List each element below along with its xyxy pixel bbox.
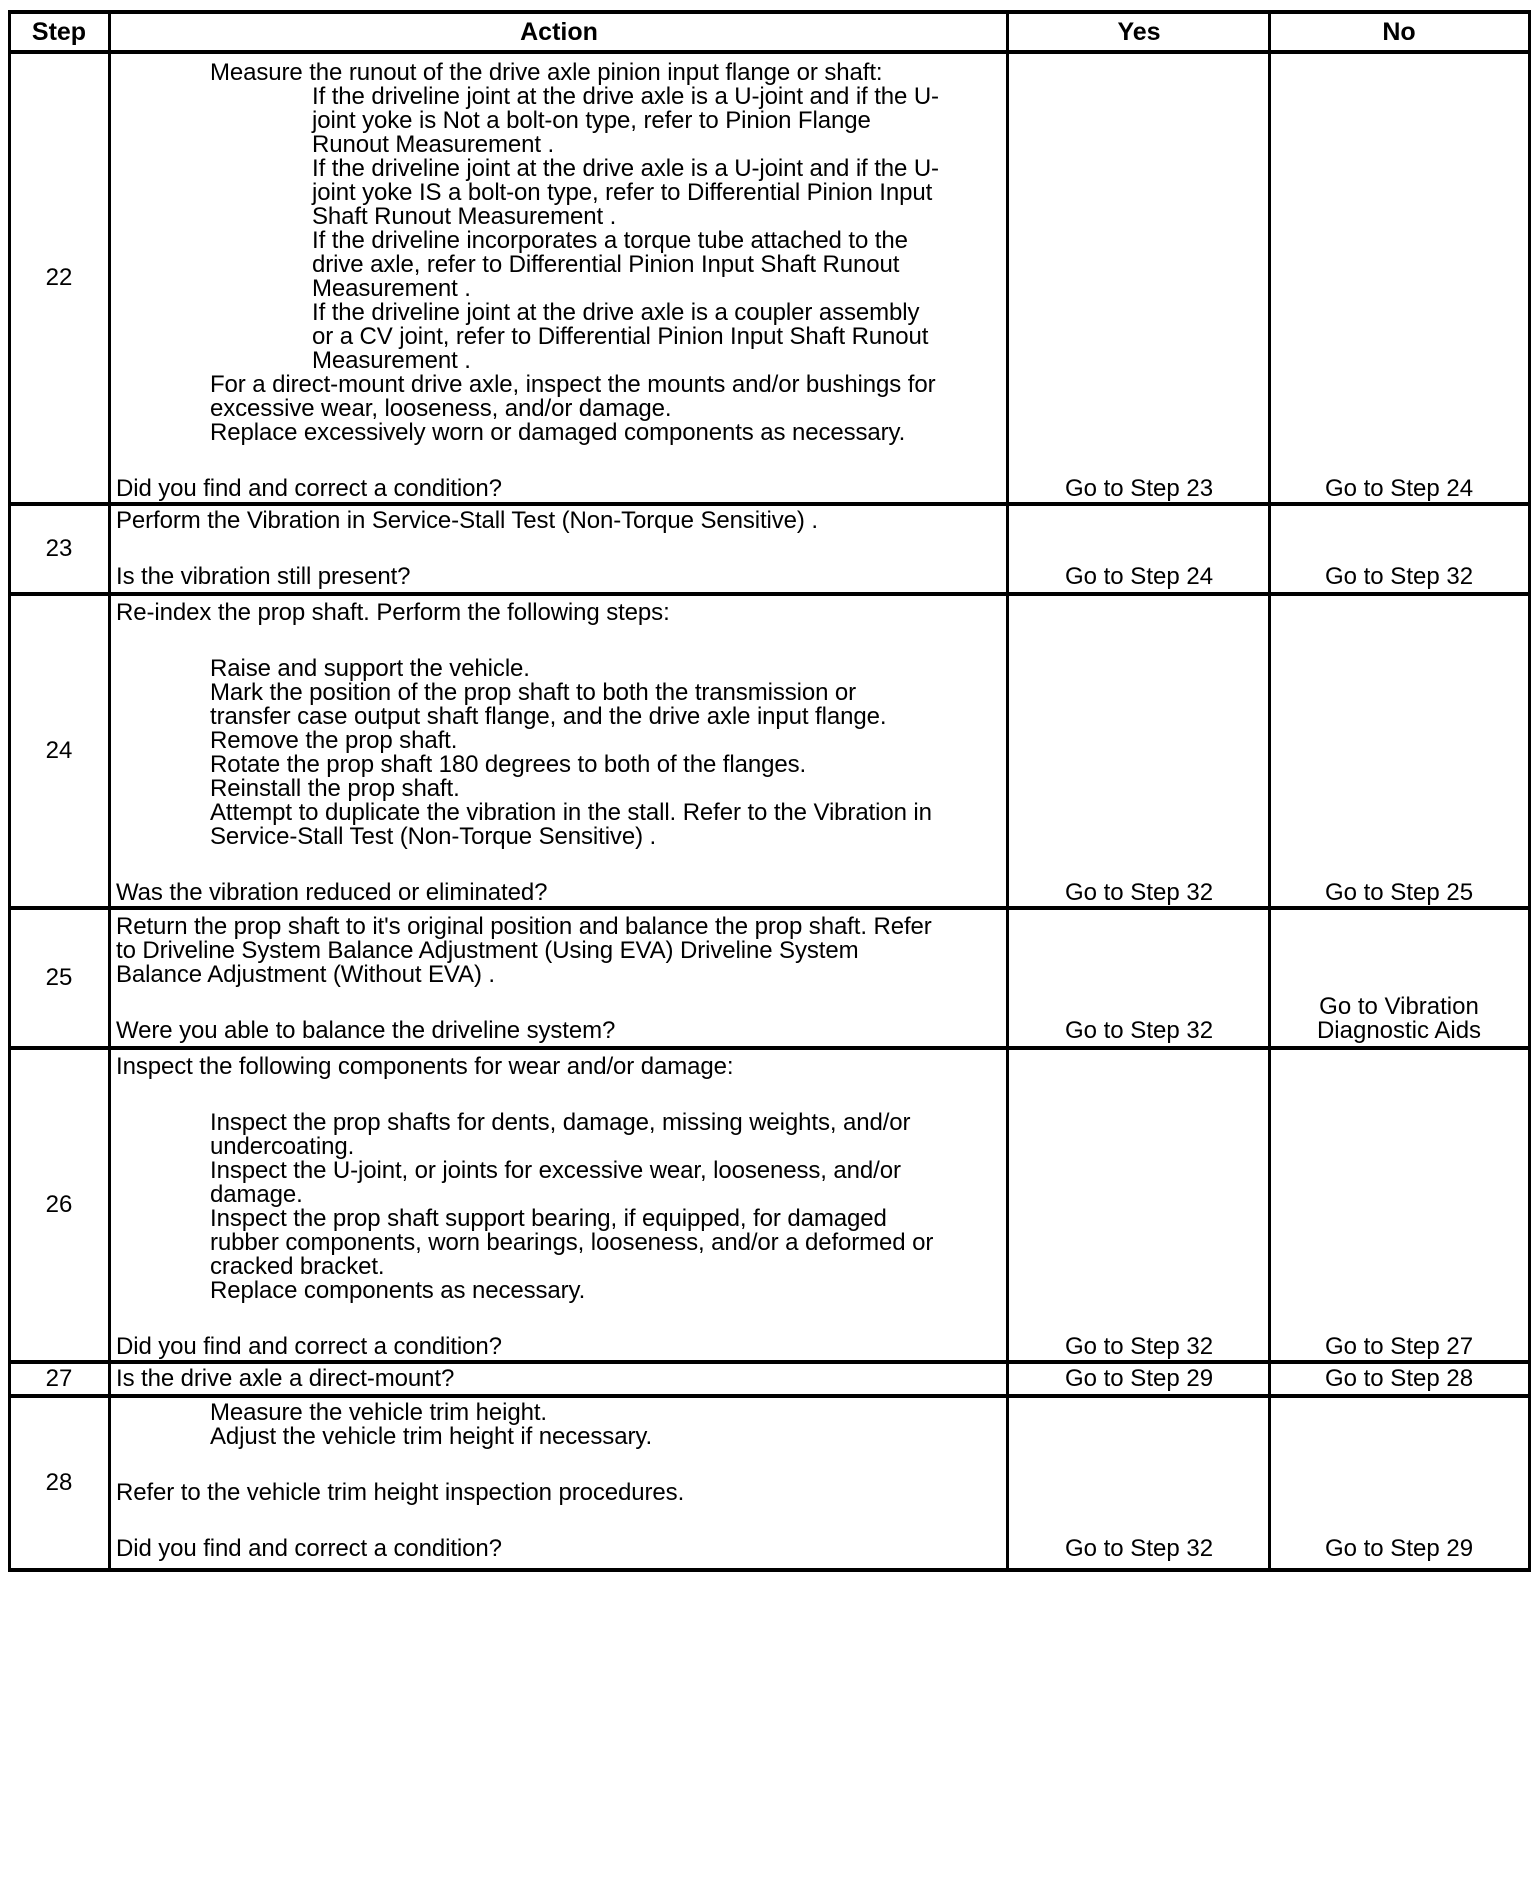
action-line: For a direct-mount drive axle, inspect the mounts and/or bushings for: [210, 371, 936, 398]
action-line: undercoating.: [210, 1133, 355, 1160]
yes-cell: [1008, 910, 1270, 1046]
header-yes: Yes: [1117, 17, 1161, 46]
no-answer: Go to Step 27: [1324, 1333, 1474, 1360]
action-line: If the driveline joint at the drive axle is a U-joint and if the U-: [312, 83, 939, 110]
action-line: Balance Adjustment (Without EVA) .: [116, 961, 495, 988]
action-line: Inspect the U-joint, or joints for excessive wear, looseness, and/or: [210, 1157, 901, 1184]
yes-answer: Go to Step 23: [1064, 475, 1214, 502]
action-line: Mark the position of the prop shaft to both the transmission or: [210, 679, 857, 706]
no-answer: Go to Vibration: [1319, 993, 1479, 1020]
action-cell: [110, 910, 1008, 1046]
yes-answer: Go to Step 29: [1064, 1365, 1214, 1392]
grid-line: [8, 1360, 1531, 1364]
no-cell: [1270, 910, 1528, 1046]
action-line: damage.: [210, 1181, 303, 1208]
grid-line: [8, 1046, 1531, 1050]
action-line: rubber components, worn bearings, looseness, and/or a deformed or: [210, 1229, 934, 1256]
no-cell: [1270, 54, 1528, 502]
action-question: Were you able to balance the driveline system?: [116, 1017, 616, 1044]
step-number: 25: [45, 964, 73, 991]
grid-line: [8, 502, 1531, 506]
action-cell: [110, 1364, 1008, 1394]
grid-line: [8, 592, 1531, 596]
table-row: [8, 910, 1528, 1046]
action-line: Inspect the following components for wear and/or damage:: [116, 1053, 734, 1080]
table-row: [8, 1398, 1528, 1568]
no-cell: [1270, 1398, 1528, 1568]
no-answer: Go to Step 29: [1324, 1535, 1474, 1562]
action-line: to Driveline System Balance Adjustment (Using EVA) Driveline System: [116, 937, 859, 964]
no-answer: Go to Step 28: [1324, 1365, 1474, 1392]
step-number: 28: [45, 1469, 73, 1496]
action-line: cracked bracket.: [210, 1253, 385, 1280]
header-step: Step: [31, 17, 87, 46]
step-number: 27: [45, 1365, 73, 1392]
step-number: 26: [45, 1191, 73, 1218]
grid-line: [8, 1394, 1531, 1398]
table-row: [8, 54, 1528, 502]
action-question: Did you find and correct a condition?: [116, 1535, 502, 1562]
action-line: Raise and support the vehicle.: [210, 655, 530, 682]
action-line: or a CV joint, refer to Differential Pinion Input Shaft Runout: [312, 323, 929, 350]
no-answer: Diagnostic Aids: [1316, 1017, 1482, 1044]
yes-answer: Go to Step 32: [1064, 879, 1214, 906]
grid-line: [108, 12, 111, 1572]
yes-answer: Go to Step 32: [1064, 1333, 1214, 1360]
grid-line: [8, 1568, 1531, 1572]
yes-cell: [1008, 1364, 1270, 1394]
action-question: Is the vibration still present?: [116, 563, 411, 590]
yes-cell: [1008, 596, 1270, 906]
action-cell: [110, 596, 1008, 906]
no-cell: [1270, 596, 1528, 906]
action-line: If the driveline incorporates a torque tube attached to the: [312, 227, 908, 254]
no-cell: [1270, 1364, 1528, 1394]
action-line: drive axle, refer to Differential Pinion Input Shaft Runout: [312, 251, 900, 278]
action-line: If the driveline joint at the drive axle is a U-joint and if the U-: [312, 155, 939, 182]
no-answer: Go to Step 25: [1324, 879, 1474, 906]
action-cell: [110, 54, 1008, 502]
action-line: Rotate the prop shaft 180 degrees to both of the flanges.: [210, 751, 807, 778]
grid-line: [1006, 12, 1009, 1572]
action-question: Is the drive axle a direct-mount?: [116, 1365, 455, 1392]
action-cell: [110, 1398, 1008, 1568]
action-line: Attempt to duplicate the vibration in the stall. Refer to the Vibration in: [210, 799, 932, 826]
action-line: Service-Stall Test (Non-Torque Sensitive) .: [210, 823, 657, 850]
header-action: Action: [520, 17, 598, 46]
action-line: Shaft Runout Measurement .: [312, 203, 617, 230]
step-number: 22: [45, 264, 73, 291]
grid-line: [8, 906, 1531, 910]
no-cell: [1270, 1050, 1528, 1360]
action-line: Measurement .: [312, 347, 471, 374]
action-line: Measure the vehicle trim height.: [210, 1399, 547, 1426]
action-line: Measurement .: [312, 275, 471, 302]
action-line: excessive wear, looseness, and/or damage.: [210, 395, 672, 422]
table-row: [8, 506, 1528, 592]
table-header: [8, 12, 1528, 52]
action-line: transfer case output shaft flange, and the drive axle input flange.: [210, 703, 887, 730]
grid-line: [1268, 12, 1271, 1572]
action-question: Did you find and correct a condition?: [116, 475, 502, 502]
grid-line: [8, 10, 1531, 14]
yes-cell: [1008, 1050, 1270, 1360]
action-line: Reinstall the prop shaft.: [210, 775, 460, 802]
action-question: Was the vibration reduced or eliminated?: [116, 879, 548, 906]
no-answer: Go to Step 24: [1324, 475, 1474, 502]
table-row: [8, 596, 1528, 906]
action-line: Inspect the prop shafts for dents, damage, missing weights, and/or: [210, 1109, 911, 1136]
table-row: [8, 1364, 1528, 1394]
action-line: Replace components as necessary.: [210, 1277, 586, 1304]
yes-answer: Go to Step 32: [1064, 1535, 1214, 1562]
yes-cell: [1008, 54, 1270, 502]
action-line: Adjust the vehicle trim height if necessary.: [210, 1423, 653, 1450]
action-line: Remove the prop shaft.: [210, 727, 458, 754]
action-line: joint yoke is Not a bolt-on type, refer to Pinion Flange: [312, 107, 871, 134]
yes-answer: Go to Step 24: [1064, 563, 1214, 590]
action-line: Perform the Vibration in Service-Stall Test (Non-Torque Sensitive) .: [116, 507, 818, 534]
no-answer: Go to Step 32: [1324, 563, 1474, 590]
action-line: Re-index the prop shaft. Perform the following steps:: [116, 599, 670, 626]
action-line: joint yoke IS a bolt-on type, refer to Differential Pinion Input: [312, 179, 933, 206]
action-line: If the driveline joint at the drive axle is a coupler assembly: [312, 299, 920, 326]
action-question: Did you find and correct a condition?: [116, 1333, 502, 1360]
grid-line: [1528, 12, 1531, 1572]
yes-answer: Go to Step 32: [1064, 1017, 1214, 1044]
action-line: Return the prop shaft to it's original position and balance the prop shaft. Refer: [116, 913, 932, 940]
header-no: No: [1382, 17, 1416, 46]
step-number: 24: [45, 737, 73, 764]
action-line: Inspect the prop shaft support bearing, if equipped, for damaged: [210, 1205, 887, 1232]
action-line: Replace excessively worn or damaged components as necessary.: [210, 419, 906, 446]
yes-cell: [1008, 506, 1270, 592]
no-cell: [1270, 506, 1528, 592]
grid-line: [8, 12, 11, 1572]
action-line: Runout Measurement .: [312, 131, 555, 158]
action-line: Refer to the vehicle trim height inspection procedures.: [116, 1479, 685, 1506]
yes-cell: [1008, 1398, 1270, 1568]
grid-line: [8, 50, 1531, 54]
step-number: 23: [45, 535, 73, 562]
action-line: Measure the runout of the drive axle pinion input flange or shaft:: [210, 59, 883, 86]
action-cell: [110, 506, 1008, 592]
table-row: [8, 1050, 1528, 1360]
action-cell: [110, 1050, 1008, 1360]
